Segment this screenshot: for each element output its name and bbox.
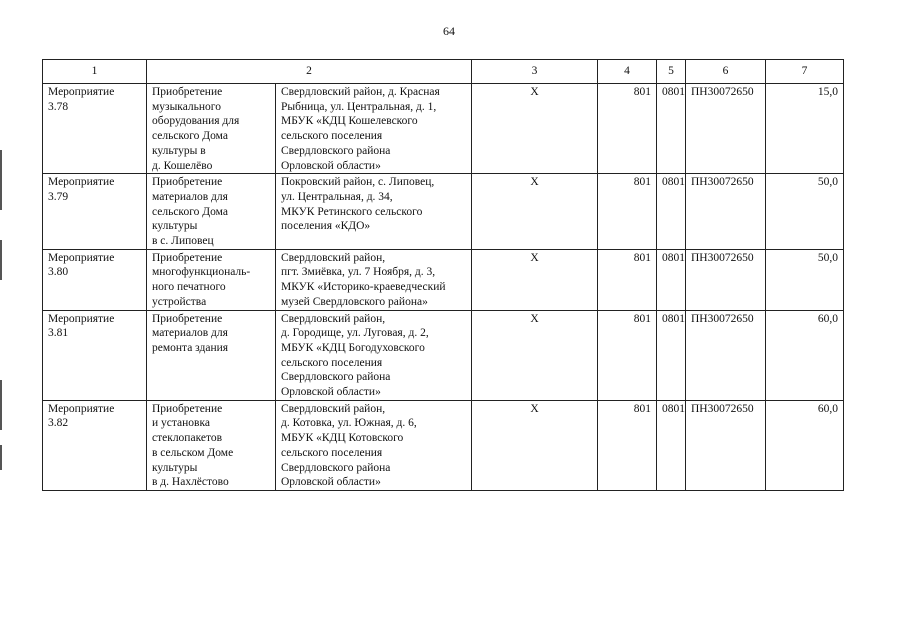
event-cell <box>43 84 147 174</box>
description-cell <box>147 400 276 490</box>
description-line: в сельском Доме <box>152 446 234 459</box>
col5-cell: 0801 <box>657 174 686 250</box>
address-line: МКУК Ретинского сельского <box>281 205 423 218</box>
header-cell-5: 5 <box>657 60 686 84</box>
description-line: ного печатного <box>152 281 226 294</box>
event-cell <box>43 310 147 400</box>
table-row <box>43 400 844 490</box>
col3-cell: Х <box>472 400 598 490</box>
col5-cell: 0801 <box>657 84 686 174</box>
description-line: культуры <box>152 461 198 474</box>
col7-cell: 50,0 <box>766 249 844 310</box>
address-line: МБУК «КДЦ Котовского <box>281 432 404 445</box>
description-line: д. Кошелёво <box>152 159 213 172</box>
description-line: стеклопакетов <box>152 432 223 445</box>
event-cell <box>43 249 147 310</box>
col6-cell: ПН30072650 <box>686 174 766 250</box>
event-line: 3.82 <box>48 417 69 430</box>
address-line: Покровский район, с. Липовец, <box>281 176 435 189</box>
col5-cell: 0801 <box>657 400 686 490</box>
description-cell <box>147 249 276 310</box>
address-line: ул. Центральная, д. 34, <box>281 190 393 203</box>
address-line: Орловской области» <box>281 476 381 489</box>
description-line: культуры <box>152 220 198 233</box>
description-line: Приобретение <box>152 402 223 415</box>
description-line: музыкального <box>152 100 221 113</box>
address-line: сельского поселения <box>281 446 383 459</box>
address-line: Орловской области» <box>281 386 381 399</box>
header-cell-2: 2 <box>147 60 472 84</box>
description-line: материалов для <box>152 327 228 340</box>
description-line: Приобретение <box>152 86 223 98</box>
col4-cell: 801 <box>598 400 657 490</box>
address-line: музей Свердловского района» <box>281 295 428 308</box>
address-line: МБУК «КДЦ Кошелевского <box>281 115 418 128</box>
address-line: Рыбница, ул. Центральная, д. 1, <box>281 100 437 113</box>
scan-edge-mark <box>0 150 2 210</box>
col3-cell: Х <box>472 249 598 310</box>
event-line: Мероприятие <box>48 402 115 415</box>
col7-cell: 15,0 <box>766 84 844 174</box>
description-cell <box>147 84 276 174</box>
description-line: культуры в <box>152 144 206 157</box>
address-line: д. Котовка, ул. Южная, д. 6, <box>281 417 417 430</box>
event-line: Мероприятие <box>48 86 115 98</box>
event-cell <box>43 174 147 250</box>
header-cell-1: 1 <box>43 60 147 84</box>
col6-cell: ПН30072650 <box>686 249 766 310</box>
table-row <box>43 249 844 310</box>
description-line: сельского Дома <box>152 205 228 218</box>
description-line: ремонта здания <box>152 341 229 354</box>
description-line: в д. Нахлёстово <box>152 476 229 489</box>
header-cell-6: 6 <box>686 60 766 84</box>
event-line: 3.80 <box>48 266 69 279</box>
address-line: Свердловского района <box>281 371 391 384</box>
description-line: Приобретение <box>152 176 223 189</box>
description-line: Приобретение <box>152 312 223 325</box>
address-line: Свердловского района <box>281 461 391 474</box>
address-cell <box>276 310 472 400</box>
address-line: Свердловский район, <box>281 312 386 325</box>
col4-cell: 801 <box>598 249 657 310</box>
scan-edge-mark <box>0 380 2 430</box>
col6-cell: ПН30072650 <box>686 400 766 490</box>
col6-cell: ПН30072650 <box>686 310 766 400</box>
address-line: МБУК «КДЦ Богодуховского <box>281 341 425 354</box>
page-number: 64 <box>443 24 455 38</box>
col7-cell: 60,0 <box>766 400 844 490</box>
address-line: пгт. Змиёвка, ул. 7 Ноября, д. 3, <box>281 266 436 279</box>
event-line: 3.81 <box>48 327 69 340</box>
event-line: Мероприятие <box>48 251 115 264</box>
description-line: Приобретение <box>152 251 223 264</box>
address-line: сельского поселения <box>281 356 383 369</box>
address-cell <box>276 174 472 250</box>
address-line: Свердловского района <box>281 144 391 157</box>
table-row <box>43 84 844 174</box>
event-line: 3.79 <box>48 190 69 203</box>
description-line: материалов для <box>152 190 228 203</box>
address-line: поселения «КДО» <box>281 220 371 233</box>
table-row <box>43 174 844 250</box>
col3-cell: Х <box>472 84 598 174</box>
header-cell-3: 3 <box>472 60 598 84</box>
description-line: и установка <box>152 417 211 430</box>
col5-cell: 0801 <box>657 249 686 310</box>
description-cell <box>147 310 276 400</box>
col7-cell: 60,0 <box>766 310 844 400</box>
header-row <box>43 60 844 84</box>
address-line: Свердловский район, <box>281 402 386 415</box>
address-line: сельского поселения <box>281 130 383 143</box>
col3-cell: Х <box>472 174 598 250</box>
address-line: Орловской области» <box>281 159 381 172</box>
address-line: Свердловский район, <box>281 251 386 264</box>
event-cell <box>43 400 147 490</box>
measures-table <box>42 59 844 491</box>
header-cell-4: 4 <box>598 60 657 84</box>
col3-cell: Х <box>472 310 598 400</box>
col7-cell: 50,0 <box>766 174 844 250</box>
event-line: Мероприятие <box>48 176 115 189</box>
address-cell <box>276 84 472 174</box>
description-line: сельского Дома <box>152 130 228 143</box>
col4-cell: 801 <box>598 84 657 174</box>
address-line: Свердловский район, д. Красная <box>281 86 440 98</box>
address-line: д. Городище, ул. Луговая, д. 2, <box>281 327 429 340</box>
address-line: МКУК «Историко-краеведческий <box>281 281 446 294</box>
col4-cell: 801 <box>598 174 657 250</box>
table-row <box>43 310 844 400</box>
event-line: 3.78 <box>48 100 69 113</box>
description-line: многофункциональ- <box>152 266 251 279</box>
description-cell <box>147 174 276 250</box>
description-line: в с. Липовец <box>152 235 214 248</box>
col5-cell: 0801 <box>657 310 686 400</box>
description-line: устройства <box>152 295 207 308</box>
col4-cell: 801 <box>598 310 657 400</box>
header-cell-7: 7 <box>766 60 844 84</box>
event-line: Мероприятие <box>48 312 115 325</box>
address-cell <box>276 400 472 490</box>
scan-edge-mark <box>0 240 2 280</box>
description-line: оборудования для <box>152 115 240 128</box>
scan-edge-mark <box>0 445 2 470</box>
address-cell <box>276 249 472 310</box>
col6-cell: ПН30072650 <box>686 84 766 174</box>
